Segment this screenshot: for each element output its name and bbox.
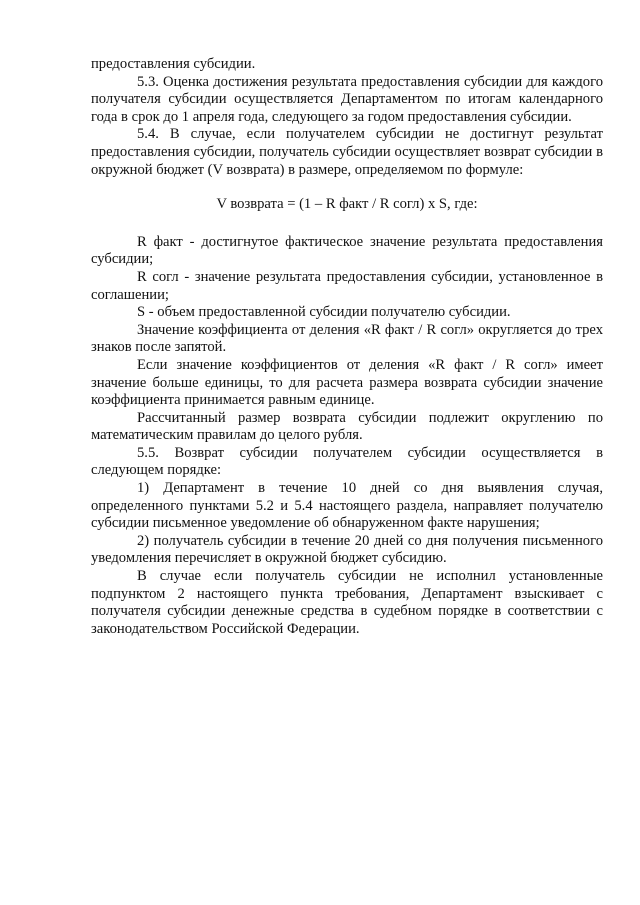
paragraph-coefficient-limit: Если значение коэффициентов от деления «R факт / R согл» имеет значение больше единицы, то для расчета размера возврата субсидии значение коэффициента принимается равным единице. — [91, 356, 603, 409]
paragraph-rounding-amount: Рассчитанный размер возврата субсидии подлежит округлению по математическим правилам до целого рубля. — [91, 409, 603, 444]
paragraph-rounding-coefficient: Значение коэффициента от деления «R факт / R согл» округляется до трех знаков после запятой. — [91, 321, 603, 356]
definition-r-sogl: R согл - значение результата предоставления субсидии, установленное в соглашении; — [91, 268, 603, 303]
paragraph-enforcement: В случае если получатель субсидии не исполнил установленные подпунктом 2 настоящего пункта требования, Департамент взыскивает с получателя субсидии денежные средства в судебном порядке в соответствии с законодательством Российской Федерации. — [91, 568, 603, 637]
paragraph-step-2: 2) получатель субсидии в течение 20 дней со дня получения письменного уведомления перечисляет в окружной бюджет субсидию. — [91, 532, 603, 567]
paragraph-continuation: предоставления субсидии. — [91, 56, 256, 72]
definition-s: S - объем предоставленной субсидии получателю субсидии. — [137, 304, 511, 321]
paragraph-step-1: 1) Департамент в течение 10 дней со дня выявления случая, определенного пунктами 5.2 и 5.4 настоящего раздела, направляет получателю субсидии письменное уведомление об обнаруженном факте нарушения; — [91, 480, 603, 532]
definition-r-fact: R факт - достигнутое фактическое значение результата предоставления субсидии; — [91, 233, 603, 268]
paragraph-5-3: 5.3. Оценка достижения результата предоставления субсидии для каждого получателя субсидии осуществляется Департаментом по итогам календарного года в срок до 1 апреля года, следующего за годом предоставления субсидии. — [91, 73, 603, 125]
paragraph-5-4: 5.4. В случае, если получателем субсидии не достигнут результат предоставления субсидии, получатель субсидии осуществляет возврат субсидии в окружной бюджет (V возврата) в размере, определяемом по формуле: — [91, 126, 603, 178]
paragraph-5-5: 5.5. Возврат субсидии получателем субсидии осуществляется в следующем порядке: — [91, 444, 603, 479]
return-formula: V возврата = (1 – R факт / R согл) x S, где: — [216, 196, 478, 213]
